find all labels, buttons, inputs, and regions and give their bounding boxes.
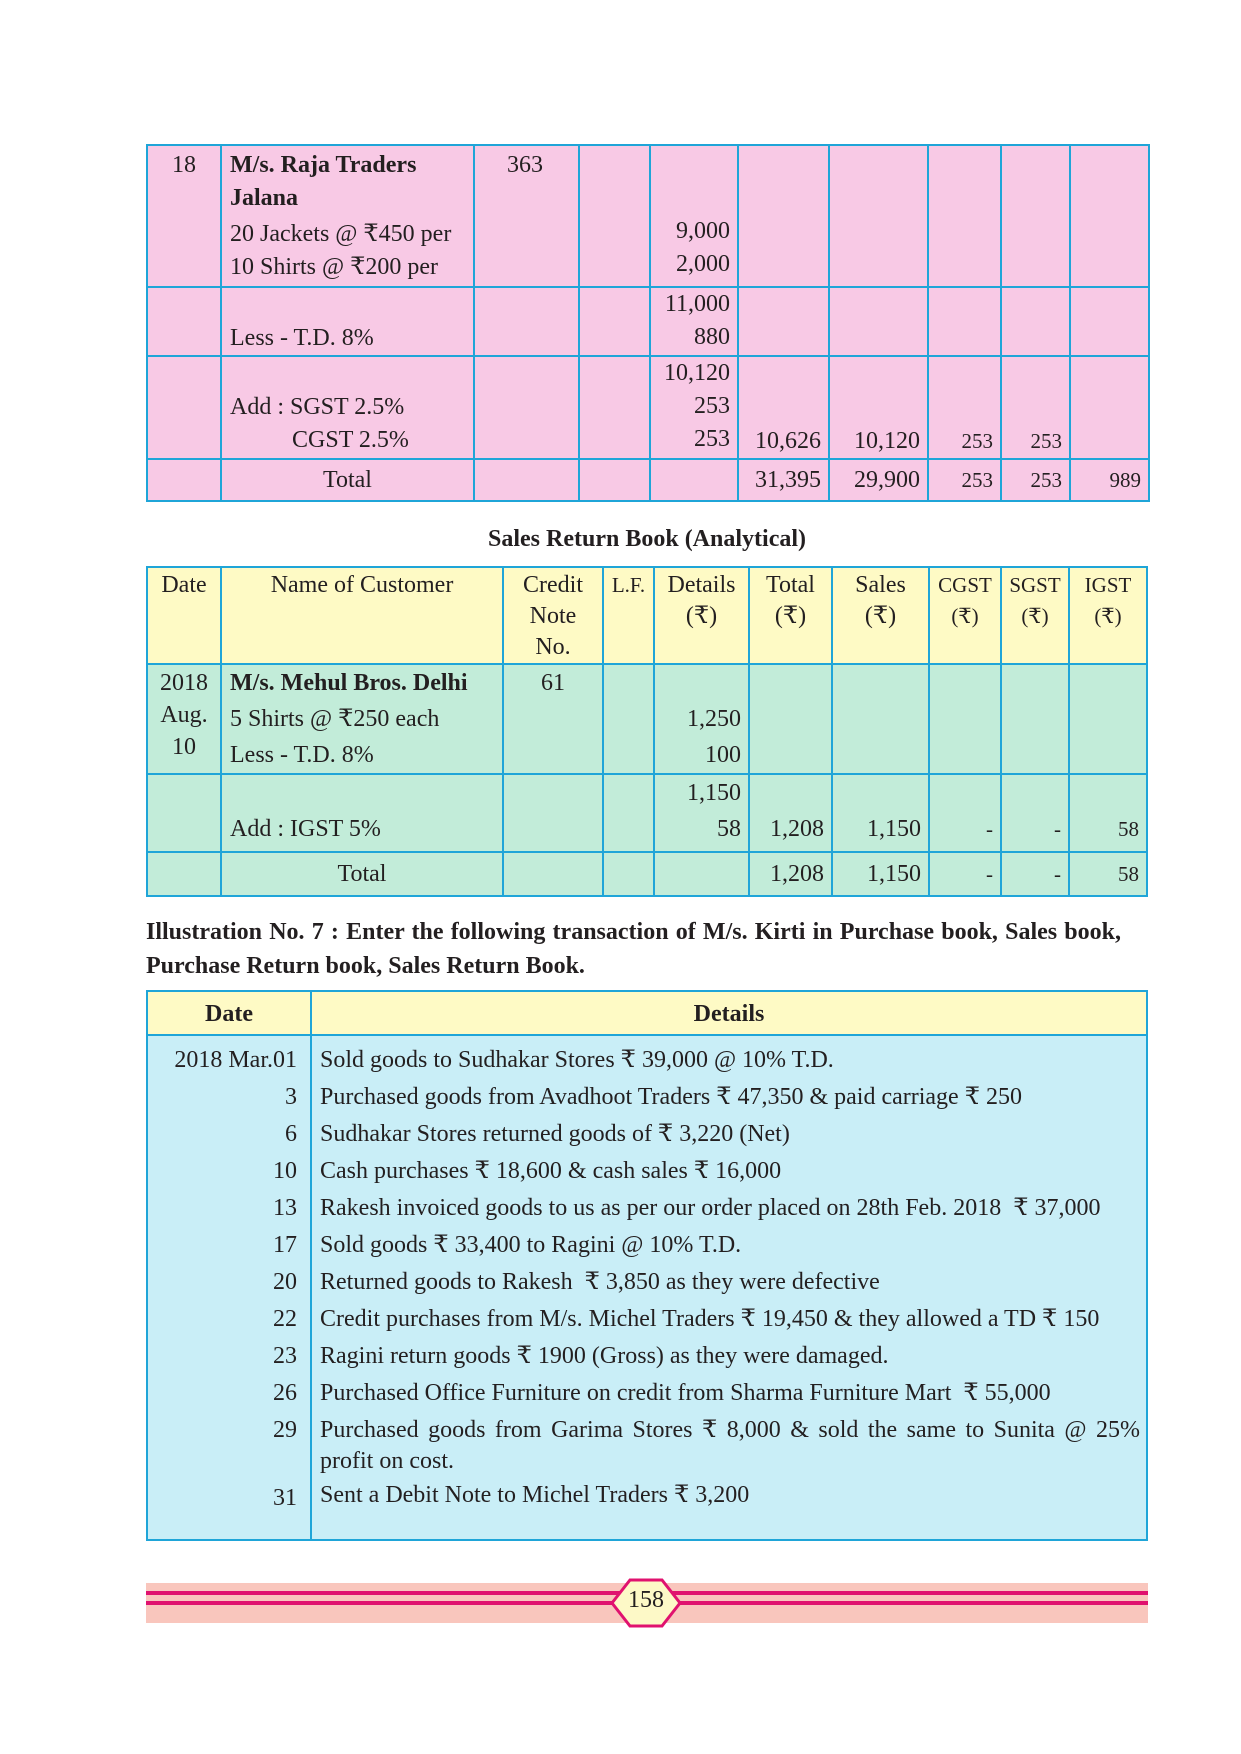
igst-value: 58 — [1069, 774, 1147, 852]
table-row — [147, 1035, 1147, 1540]
details-amounts: 10,120 253 253 — [650, 356, 738, 459]
tax-label: Add : IGST 5% — [221, 774, 503, 852]
total-label: Total — [221, 852, 503, 896]
purchases-value: 10,120 — [829, 356, 928, 459]
transaction-detail: Purchased goods from Garima Stores ₹ 8,000 & sold the same to Sunita @ 25% profit on cost. — [320, 1417, 1140, 1474]
cgst-total: - — [929, 852, 1001, 896]
table-row — [147, 145, 1149, 287]
transaction-detail: Sudhakar Stores returned goods of ₹ 3,220 (Net) — [320, 1121, 790, 1147]
col-sgst: SGST (₹) — [1001, 567, 1069, 664]
illustration-heading: Illustration No. 7 : Enter the following transaction of M/s. Kirti in Purchase book, Sales book, Purchase Return book, Sales Return Book. — [146, 919, 1121, 979]
col-date: Date — [147, 991, 311, 1035]
sgst-value: - — [1001, 774, 1069, 852]
col-cgst: CGST (₹) — [929, 567, 1001, 664]
col-total: Total (₹) — [749, 567, 832, 664]
col-date: Date — [147, 567, 221, 664]
total-value: 10,626 — [738, 356, 829, 459]
entry-date: 18 — [147, 145, 221, 287]
less-label: Less - T.D. 8% — [221, 287, 474, 356]
col-sales: Sales (₹) — [832, 567, 929, 664]
igst-total: 989 — [1070, 459, 1149, 501]
sales-return-title: Sales Return Book (Analytical) — [488, 526, 806, 552]
item-line: 5 Shirts @ ₹250 each — [230, 706, 440, 732]
invoice-number: 363 — [474, 145, 579, 287]
entry-particulars — [221, 664, 503, 774]
grand-total: 31,395 — [738, 459, 829, 501]
transaction-detail: Sold goods ₹ 33,400 to Ragini @ 10% T.D. — [320, 1232, 742, 1258]
details-amounts: 1,150 58 — [654, 774, 749, 852]
table-header — [147, 567, 1147, 664]
transaction-detail: Returned goods to Rakesh ₹ 3,850 as they were defective — [320, 1269, 880, 1295]
transaction-detail: Credit purchases from M/s. Michel Traders ₹ 19,450 & they allowed a TD ₹ 150 — [320, 1306, 1100, 1332]
sales-value: 1,150 — [832, 774, 929, 852]
total-row — [147, 459, 1149, 501]
table-row — [147, 287, 1149, 356]
entry-date: 2018 Aug. 10 — [147, 664, 221, 774]
sgst-total: 253 — [1001, 459, 1070, 501]
item-line: 20 Jackets @ ₹450 per — [230, 221, 452, 247]
details-amounts: 11,000 880 — [650, 287, 738, 356]
less-label: Less - T.D. 8% — [230, 742, 374, 768]
col-details: Details (₹) — [654, 567, 749, 664]
page-number-badge — [610, 1577, 682, 1629]
col-igst: IGST (₹) — [1069, 567, 1147, 664]
transaction-detail: Cash purchases ₹ 18,600 & cash sales ₹ 16,000 — [320, 1158, 782, 1184]
sgst-total: - — [1001, 852, 1069, 896]
entry-particulars — [221, 145, 474, 287]
total-value: 1,208 — [749, 774, 832, 852]
transactions-table — [146, 990, 1148, 1541]
cgst-value: 253 — [928, 356, 1001, 459]
sgst-value: 253 — [1001, 356, 1070, 459]
col-customer: Name of Customer — [221, 567, 503, 664]
table-row — [147, 774, 1147, 852]
cgst-value: - — [929, 774, 1001, 852]
col-details: Details — [311, 991, 1147, 1035]
igst-total: 58 — [1069, 852, 1147, 896]
transaction-detail: Rakesh invoiced goods to us as per our order placed on 28th Feb. 2018 ₹ 37,000 — [320, 1195, 1101, 1221]
details-amounts: 9,000 2,000 — [650, 145, 738, 287]
purchases-total: 29,900 — [829, 459, 928, 501]
sales-return-table — [146, 566, 1148, 897]
col-lf: L.F. — [603, 567, 654, 664]
cgst-total: 253 — [928, 459, 1001, 501]
customer-name: M/s. Mehul Bros. Delhi — [230, 670, 468, 696]
transaction-detail: Sent a Debit Note to Michel Traders ₹ 3,200 — [320, 1482, 750, 1508]
col-credit-note: Credit Note No. — [503, 567, 603, 664]
sales-total: 1,150 — [832, 852, 929, 896]
transaction-detail: Purchased goods from Avadhoot Traders ₹ 47,350 & paid carriage ₹ 250 — [320, 1084, 1022, 1110]
page-number: 158 — [628, 1587, 664, 1613]
supplier-place: Jalana — [230, 185, 299, 211]
total-label: Total — [221, 459, 474, 501]
credit-note-number: 61 — [503, 664, 603, 774]
transaction-detail: Sold goods to Sudhakar Stores ₹ 39,000 @ 10% T.D. — [320, 1047, 834, 1073]
table-row — [147, 664, 1147, 774]
grand-total: 1,208 — [749, 852, 832, 896]
transaction-detail: Ragini return goods ₹ 1900 (Gross) as they were damaged. — [320, 1343, 889, 1369]
details-amounts: 1,250 100 — [654, 664, 749, 774]
table-header — [147, 991, 1147, 1035]
tax-labels: Add : SGST 2.5% CGST 2.5% — [221, 356, 474, 459]
supplier-name: M/s. Raja Traders — [230, 152, 417, 178]
table-row — [147, 356, 1149, 459]
dates-column: 2018 Mar.01 3 6 10 13 17 20 22 23 26 29 31 — [147, 1035, 311, 1540]
details-column — [311, 1035, 1147, 1540]
total-row — [147, 852, 1147, 896]
purchase-book-table — [146, 144, 1150, 502]
item-line: 10 Shirts @ ₹200 per — [230, 254, 439, 280]
transaction-detail: Purchased Office Furniture on credit from Sharma Furniture Mart ₹ 55,000 — [320, 1380, 1051, 1406]
